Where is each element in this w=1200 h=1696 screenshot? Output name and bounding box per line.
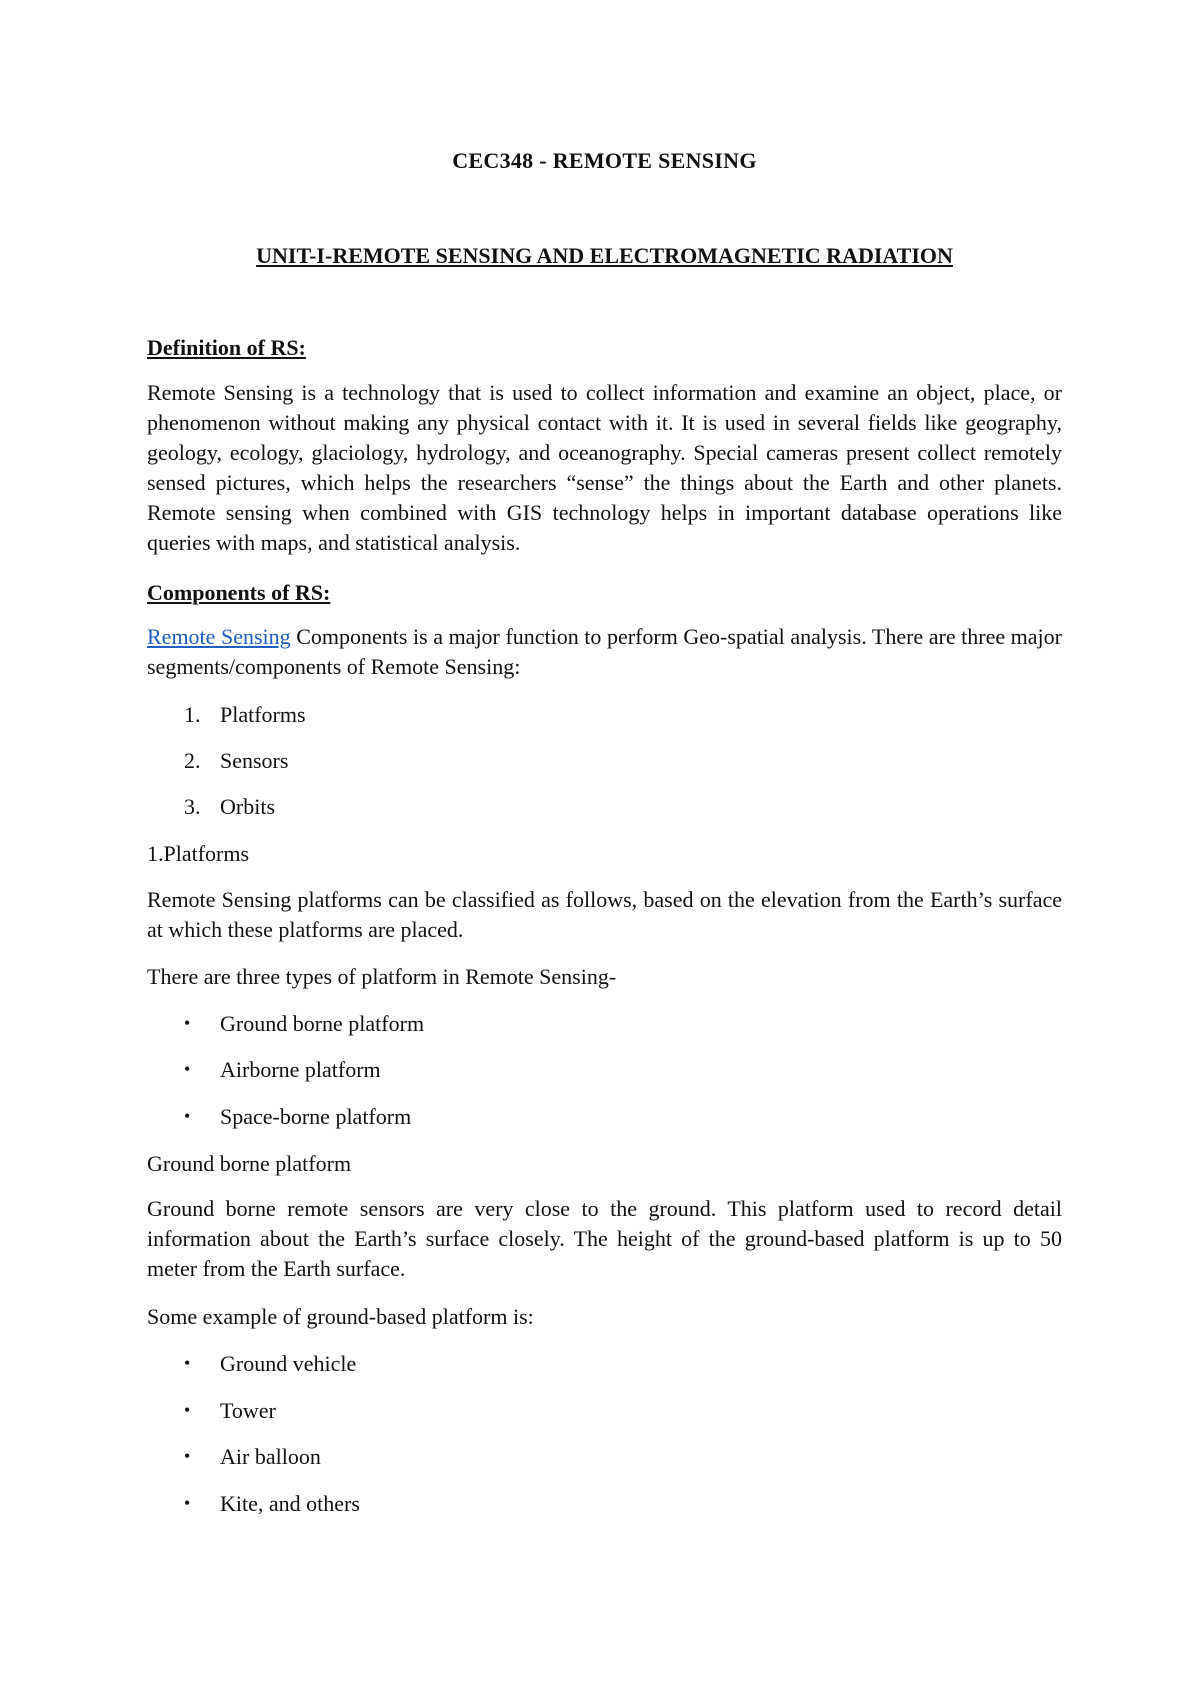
ground-example-item bbox=[184, 1349, 356, 1380]
remote-sensing-link[interactable]: Remote Sensing bbox=[147, 624, 291, 649]
unit-title: UNIT-I-REMOTE SENSING AND ELECTROMAGNETIC RADIATION bbox=[256, 243, 953, 268]
list-item-label: Ground vehicle bbox=[220, 1351, 357, 1376]
component-list-item bbox=[184, 700, 306, 730]
list-number: 2. bbox=[184, 748, 201, 773]
bullet-icon: • bbox=[184, 1013, 191, 1033]
list-item-label: Air balloon bbox=[220, 1444, 321, 1469]
list-item-label: Sensors bbox=[220, 748, 289, 773]
component-list-item bbox=[184, 746, 288, 776]
list-item-label: Space-borne platform bbox=[220, 1104, 412, 1129]
ground-examples-intro: Some example of ground-based platform is: bbox=[147, 1304, 534, 1329]
list-item-label: Kite, and others bbox=[220, 1491, 360, 1516]
list-item-label: Tower bbox=[220, 1398, 276, 1423]
platforms-intro-paragraph: Remote Sensing platforms can be classified as follows, based on the elevation from the Earth’s surface at which these platforms are placed. bbox=[147, 887, 1062, 942]
course-title: CEC348 - REMOTE SENSING bbox=[452, 148, 757, 173]
platforms-subheading: 1.Platforms bbox=[147, 841, 250, 866]
ground-borne-subheading: Ground borne platform bbox=[147, 1151, 352, 1176]
components-text: Components is a major function to perform Geo-spatial analysis. There are three major segments/components of Remote Sensing: bbox=[147, 624, 1062, 679]
list-number: 1. bbox=[184, 702, 201, 727]
list-number: 3. bbox=[184, 794, 201, 819]
component-list-item bbox=[184, 792, 275, 822]
bullet-icon: • bbox=[184, 1400, 191, 1420]
definition-paragraph: Remote Sensing is a technology that is used to collect information and examine an object, place, or phenomenon without making any physical contact with it. It is used in several fields like geography, geology, ecology, glaciology, hydrology, and oceanography. Special cameras present collect remotely sensed pictures, which helps the researchers “sense” the things about the Earth and other planets. Remote sensing when combined with GIS technology helps in important database operations like queries with maps, and statistical analysis. bbox=[147, 380, 1062, 555]
list-item-label: Orbits bbox=[220, 794, 275, 819]
bullet-icon: • bbox=[184, 1059, 191, 1079]
ground-example-item bbox=[184, 1396, 276, 1427]
components-heading: Components of RS: bbox=[147, 580, 331, 605]
ground-example-item bbox=[184, 1489, 360, 1520]
bullet-icon: • bbox=[184, 1446, 191, 1466]
list-item-label: Ground borne platform bbox=[220, 1011, 425, 1036]
components-paragraph bbox=[147, 622, 1062, 682]
bullet-icon: • bbox=[184, 1353, 191, 1373]
bullet-icon: • bbox=[184, 1106, 191, 1126]
bullet-icon: • bbox=[184, 1493, 191, 1513]
definition-heading: Definition of RS: bbox=[147, 335, 306, 360]
list-item-label: Platforms bbox=[220, 702, 306, 727]
list-item-label: Airborne platform bbox=[220, 1057, 381, 1082]
platform-type-item bbox=[184, 1055, 381, 1086]
platform-type-item bbox=[184, 1102, 411, 1133]
ground-example-item bbox=[184, 1442, 321, 1473]
ground-borne-paragraph: Ground borne remote sensors are very close to the ground. This platform used to record detail information about the Earth’s surface closely. The height of the ground-based platform is up to 50 meter from the Earth surface. bbox=[147, 1196, 1062, 1281]
platform-types-intro: There are three types of platform in Remote Sensing- bbox=[147, 964, 617, 989]
platform-type-item bbox=[184, 1009, 424, 1040]
